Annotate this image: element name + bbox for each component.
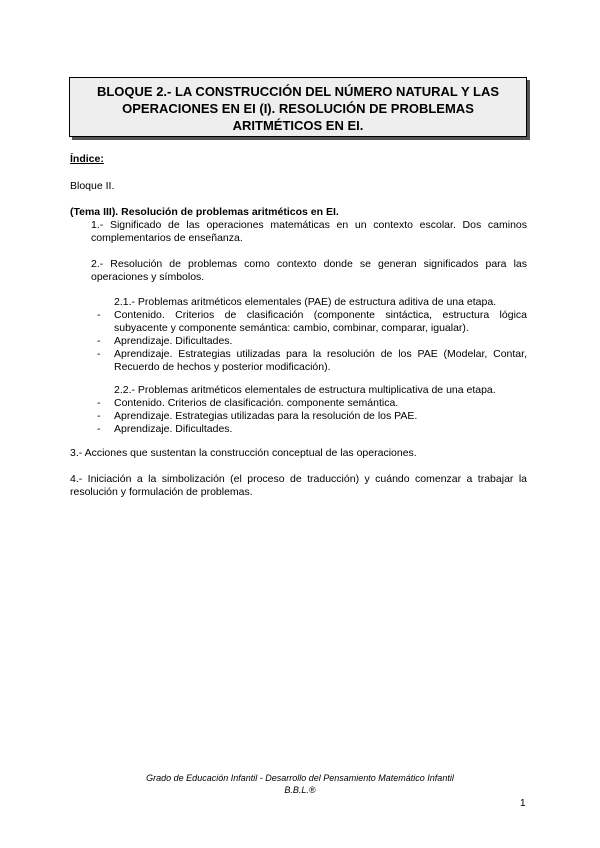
sub21-bullet2: Aprendizaje. Dificultades. bbox=[114, 335, 233, 347]
sub21-bullet3-line1: Aprendizaje. Estrategias utilizadas para la resolución de los PAE (Modelar, Contar, bbox=[114, 348, 527, 360]
item3: 3.- Acciones que sustentan la construcción conceptual de las operaciones. bbox=[70, 447, 417, 459]
sub22-bullet1: Contenido. Criterios de clasificación. componente semántica. bbox=[114, 397, 399, 409]
footer-course: Grado de Educación Infantil - Desarrollo del Pensamiento Matemático Infantil bbox=[146, 773, 454, 783]
sub21-bullet3-line2: Recuerdo de hechos y posterior modificación). bbox=[114, 361, 331, 373]
item4-line1: 4.- Iniciación a la simbolización (el proceso de traducción) y cuándo comenzar a trabajar la bbox=[70, 473, 527, 485]
bullet-dash: - bbox=[97, 309, 101, 321]
sub21-heading: 2.1.- Problemas aritméticos elementales (PAE) de estructura aditiva de una etapa. bbox=[114, 296, 497, 308]
sub22-bullet2: Aprendizaje. Estrategias utilizadas para la resolución de los PAE. bbox=[114, 410, 418, 422]
page-number: 1 bbox=[520, 798, 526, 809]
index-heading: Índice: bbox=[70, 153, 104, 165]
bullet-dash: - bbox=[97, 348, 101, 360]
block-label: Bloque II. bbox=[70, 180, 115, 192]
item2-line1: 2.- Resolución de problemas como contexto donde se generan significados para las bbox=[91, 258, 527, 270]
item1-line1: 1.- Significado de las operaciones matemáticas en un contexto escolar. Dos caminos bbox=[91, 219, 527, 231]
footer-author: B.B.L.® bbox=[284, 785, 316, 795]
title-box bbox=[69, 77, 527, 137]
title-line: BLOQUE 2.- LA CONSTRUCCIÓN DEL NÚMERO NATURAL Y LAS bbox=[96, 84, 500, 99]
item2-line2: operaciones y símbolos. bbox=[91, 271, 205, 283]
sub22-bullet3: Aprendizaje. Dificultades. bbox=[114, 423, 233, 435]
title-line: OPERACIONES EN EI (I). RESOLUCIÓN DE PROBLEMAS bbox=[122, 101, 474, 116]
sub21-bullet1-line1: Contenido. Criterios de clasificación (componente sintáctica, estructura lógica bbox=[114, 309, 527, 321]
bullet-dash: - bbox=[97, 335, 101, 347]
sub22-heading: 2.2.- Problemas aritméticos elementales de estructura multiplicativa de una etapa. bbox=[114, 384, 496, 396]
bullet-dash: - bbox=[97, 410, 101, 422]
item1-line2: complementarios de enseñanza. bbox=[91, 232, 243, 244]
bullet-dash: - bbox=[97, 423, 101, 435]
sub21-bullet1-line2: subyacente y componente semántica: cambio, combinar, comparar, igualar). bbox=[114, 322, 469, 334]
bullet-dash: - bbox=[97, 397, 101, 409]
title-line: ARITMÉTICOS EN EI. bbox=[232, 118, 364, 133]
theme-heading: (Tema III). Resolución de problemas aritméticos en EI. bbox=[70, 206, 339, 218]
item4-line2: resolución y formulación de problemas. bbox=[70, 486, 253, 498]
